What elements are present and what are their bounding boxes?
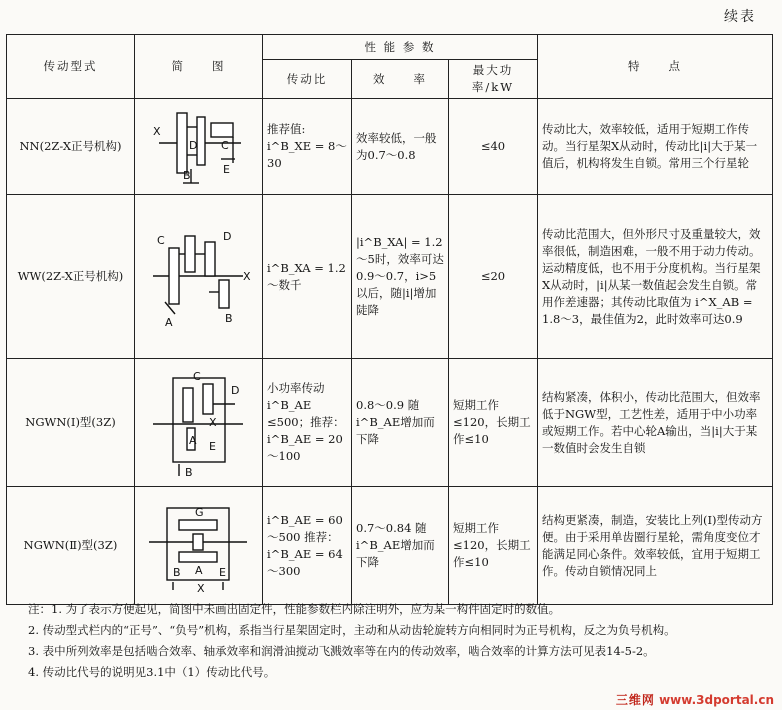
features-cell: 传动比范围大，但外形尺寸及重量较大，效率很低，制造困难，一般不用于动力传动。运动精度低，也不用于分度机构。当行星架X从动时，|i|从某一数值起会发生自锁。常用作差速器；其传动比取值为 i^X_AB = 1.8～3，最佳值为2，此时效率可达0.9 xyxy=(538,195,773,359)
ratio-cell: i^B_XA = 1.2～数千 xyxy=(263,195,352,359)
ratio-cell: i^B_AE = 60～500 推荐：i^B_AE = 64～300 xyxy=(263,487,352,605)
diagram-label: C xyxy=(156,233,165,247)
power-cell: 短期工作≤120，长期工作≤10 xyxy=(449,487,538,605)
watermark xyxy=(616,691,774,708)
efficiency-cell: 0.7～0.84 随i^B_AE增加而下降 xyxy=(352,487,449,605)
transmission-table xyxy=(6,34,773,605)
power-cell: 短期工作≤120，长期工作≤10 xyxy=(449,359,538,487)
diagram-cell xyxy=(135,487,263,605)
footnotes xyxy=(28,600,768,684)
watermark-url: www.3dportal.cn xyxy=(659,693,774,707)
diagram-label: A xyxy=(188,433,197,447)
header-type: 传动型式 xyxy=(7,35,135,99)
diagram-label: D xyxy=(230,383,239,397)
diagram-label: B xyxy=(184,465,193,479)
table-row xyxy=(7,359,773,487)
diagram-label: B xyxy=(224,311,233,325)
diagram-label: E xyxy=(222,162,230,176)
nn-mechanism-diagram xyxy=(139,103,259,191)
watermark-cn: 三维网 xyxy=(615,693,655,707)
header-features: 特 点 xyxy=(538,35,773,99)
table-row xyxy=(7,487,773,605)
footnote: 3. 表中所列效率是包括啮合效率、轴承效率和润滑油搅动飞溅效率等在内的传动效率，啮合效率的计算方法可见表14-5-2。 xyxy=(28,644,655,658)
efficiency-cell: 效率较低，一般为0.7～0.8 xyxy=(352,99,449,195)
continued-label: 续表 xyxy=(724,9,756,25)
diagram-label: E xyxy=(208,439,216,453)
type-cell: WW(2Z-X正号机构) xyxy=(7,195,135,359)
footnote: 4. 传动比代号的说明见3.1中（1）传动比代号。 xyxy=(28,665,276,679)
features-cell: 结构紧凑，体积小，传动比范围大，但效率低于NGW型，工艺性差，适用于中小功率或短期工作。若中心轮A输出，当|i|大于某一数值时会发生自锁 xyxy=(538,359,773,487)
diagram-label: X xyxy=(196,581,205,595)
features-cell: 结构更紧凑，制造，安装比上列(Ⅰ)型传动方便。由于采用单齿圈行星轮，需角度变位才能满足同心条件。效率较低，宜用于短期工作。传动自锁情况同上 xyxy=(538,487,773,605)
ngwn1-mechanism-diagram xyxy=(139,364,259,482)
diagram-label: G xyxy=(194,505,204,519)
efficiency-cell: 0.8～0.9 随i^B_AE增加而下降 xyxy=(352,359,449,487)
type-cell: NGWN(Ⅱ)型(3Z) xyxy=(7,487,135,605)
power-cell: ≤40 xyxy=(449,99,538,195)
diagram-label: E xyxy=(218,565,226,579)
diagram-label: C xyxy=(192,369,201,383)
diagram-cell xyxy=(135,195,263,359)
efficiency-cell: |i^B_XA| = 1.2～5时，效率可达0.9～0.7，i>5以后，随|i|增加陡降 xyxy=(352,195,449,359)
type-cell: NN(2Z-X正号机构) xyxy=(7,99,135,195)
type-cell: NGWN(Ⅰ)型(3Z) xyxy=(7,359,135,487)
diagram-label: A xyxy=(164,315,173,329)
diagram-label: D xyxy=(222,229,231,243)
diagram-label: A xyxy=(194,563,203,577)
diagram-label: B xyxy=(182,168,191,182)
ngwn2-mechanism-diagram xyxy=(139,496,259,596)
diagram-label: X xyxy=(208,415,217,429)
ratio-cell: 小功率传动 i^B_AE ≤500；推荐：i^B_AE = 20～100 xyxy=(263,359,352,487)
diagram-label: D xyxy=(188,138,197,152)
header-max-power: 最大功率/kW xyxy=(449,60,538,99)
header-diagram: 简 图 xyxy=(135,35,263,99)
diagram-cell xyxy=(135,99,263,195)
power-cell: ≤20 xyxy=(449,195,538,359)
header-efficiency: 效 率 xyxy=(352,60,449,99)
ww-mechanism-diagram xyxy=(139,222,259,332)
features-cell: 传动比大，效率较低，适用于短期工作传动。当行星架X从动时，传动比|i|大于某一值后，机构将发生自锁。常用三个行星轮 xyxy=(538,99,773,195)
diagram-label: X xyxy=(242,269,251,283)
diagram-label: X xyxy=(152,124,161,138)
ratio-cell: 推荐值: i^B_XE = 8～30 xyxy=(263,99,352,195)
header-ratio: 传动比 xyxy=(263,60,352,99)
diagram-cell xyxy=(135,359,263,487)
table-row xyxy=(7,99,773,195)
footnote: 2. 传动型式栏内的“正号”、“负号”机构，系指当行星架固定时，主动和从动齿轮旋转方向相同时为正号机构，反之为负号机构。 xyxy=(28,623,676,637)
diagram-label: C xyxy=(220,138,229,152)
header-performance: 性 能 参 数 xyxy=(263,35,538,60)
table-row xyxy=(7,195,773,359)
diagram-label: B xyxy=(172,565,181,579)
footnote: 注：1. 为了表示方便起见，简图中未画出固定件，性能参数栏内除注明外，应为某一构件固定时的数值。 xyxy=(28,602,561,616)
